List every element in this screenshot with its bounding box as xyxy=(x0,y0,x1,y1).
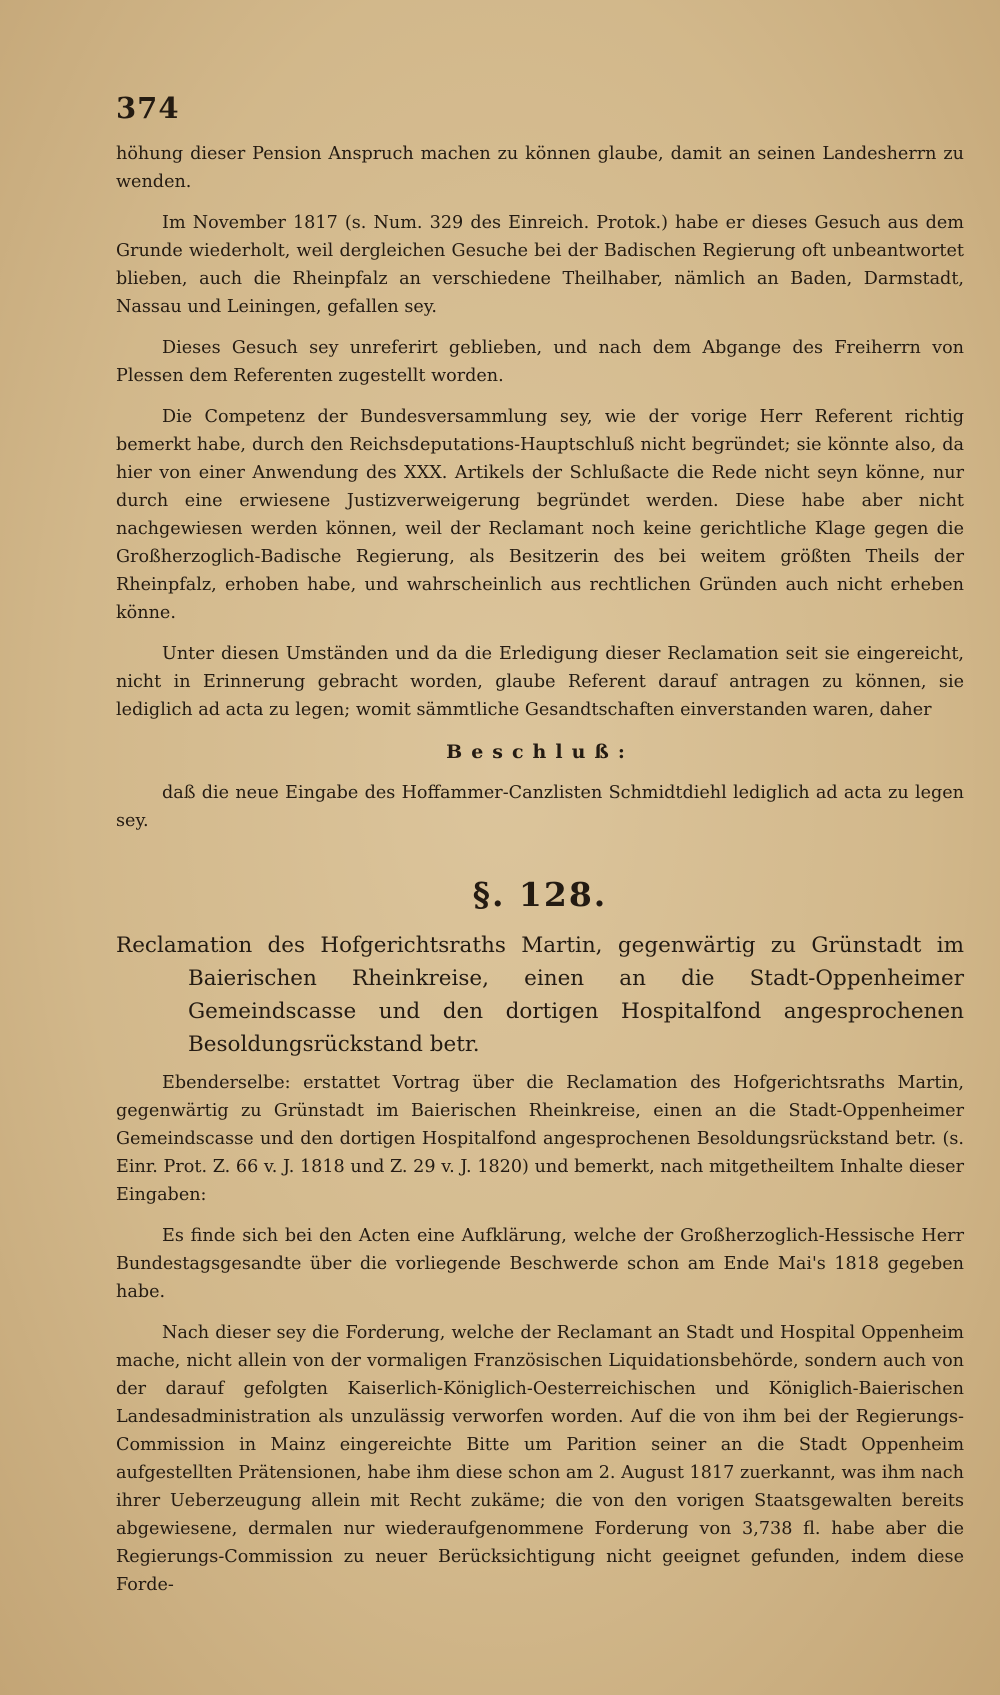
paragraph: Ebenderselbe: erstattet Vortrag über die Reclamation des Hofgerichtsraths Martin, gegenwärtig zu Grünstadt im Baierischen Rheinkreise, einen an die Stadt-Oppenheimer Gemeindscasse und den dortigen Hospitalfond angesprochenen Besoldungsrückstand betr. (s. Einr. Prot. Z. 66 v. J. 1818 und Z. 29 v. J. 1820) und bemerkt, nach mitgetheiltem Inhalte dieser Eingaben: xyxy=(116,1073,964,1205)
paragraph: Die Competenz der Bundesversammlung sey, wie der vorige Herr Referent richtig bemerkt habe, durch den Reichsdeputations-Hauptschluß nicht begründet; sie könnte also, da hier von einer Anwendung des XXX. Artikels der Schlußacte die Rede nicht seyn könne, nur durch eine erwiesene Justizverweigerung begründet werden. Diese habe aber nicht nachgewiesen werden können, weil der Reclamant noch keine gerichtliche Klage gegen die Großherzoglich-Badische Regierung, als Besitzerin des bei weitem größten Theils der Rheinpfalz, erhoben habe, und wahrscheinlich aus rechtlichen Gründen auch nicht erheben könne. xyxy=(116,407,964,623)
paragraph: Nach dieser sey die Forderung, welche der Reclamant an Stadt und Hospital Oppenheim mache, nicht allein von der vormaligen Französischen Liquidationsbehörde, sondern auch von der darauf gefolgten Kaiserlich-Königlich-Oesterreichischen und Königlich-Baierischen Landesadministration als unzulässig verworfen worden. Auf die von ihm bei der Regierungs-Commission in Mainz eingereichte Bitte um Parition seiner an die Stadt Oppenheim aufgestellten Prätensionen, habe ihm diese schon am 2. August 1817 zuerkannt, was ihm nach ihrer Ueberzeugung allein mit Recht zukäme; die von den vorigen Staatsgewalten bereits abgewiesene, dermalen nur wiederaufgenommene Forderung von 3,738 fl. habe aber die Regierungs-Commission zu neuer Berücksichtigung nicht geeignet gefunden, indem diese Forde- xyxy=(116,1323,964,1595)
beschluss-heading: Beschluß: xyxy=(446,741,634,763)
section-number: §. 128. xyxy=(472,875,608,914)
paragraph: Im November 1817 (s. Num. 329 des Einreich. Protok.) habe er dieses Gesuch aus dem Grunde wiederholt, weil dergleichen Gesuche bei der Badischen Regierung oft unbeantwortet blieben, auch die Rheinpfalz an verschiedene Theilhaber, nämlich an Baden, Darmstadt, Nassau und Leiningen, gefallen sey. xyxy=(116,213,964,317)
paragraph: Es finde sich bei den Acten eine Aufklärung, welche der Großherzoglich-Hessische Herr Bundestagsgesandte über die vorliegende Beschwerde schon am Ende Mai's 1818 gegeben habe. xyxy=(116,1226,964,1302)
section-title: Reclamation des Hofgerichtsraths Martin, gegenwärtig zu Grünstadt im Baierischen Rheinkreise, einen an die Stadt-Oppenheimer Gemeindscasse und den dortigen Hospitalfond angesprochenen Besoldungsrückstand betr. xyxy=(116,933,964,1057)
page-number: 374 xyxy=(116,91,180,125)
beschluss-text: daß die neue Eingabe des Hoffammer-Canzlisten Schmidtdiehl lediglich ad acta zu legen sey. xyxy=(116,783,964,831)
paragraph: Unter diesen Umständen und da die Erledigung dieser Reclamation seit sie eingereicht, nicht in Erinnerung gebracht worden, glaube Referent darauf antragen zu können, sie lediglich ad acta zu legen; womit sämmtliche Gesandtschaften einverstanden waren, daher xyxy=(116,644,964,720)
paragraph-continuation: höhung dieser Pension Anspruch machen zu können glaube, damit an seinen Landesherrn zu wenden. xyxy=(116,144,964,192)
paragraph: Dieses Gesuch sey unreferirt geblieben, und nach dem Abgange des Freiherrn von Plessen dem Referenten zugestellt worden. xyxy=(116,338,964,386)
